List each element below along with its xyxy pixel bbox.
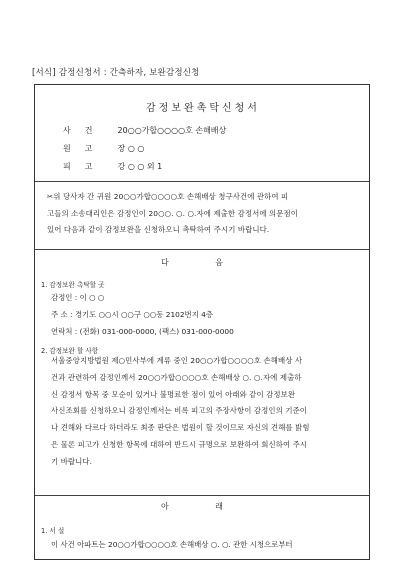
section-ah-rae: 아 래: [161, 502, 245, 511]
defendant-label: 피고: [63, 162, 107, 171]
section3-heading: 1. 서 설: [41, 527, 65, 535]
section2-line: 나 견해와 다르다 하더라도 최종 판단은 법원이 할 것이므로 자신의 견해를 밝힘: [51, 423, 310, 433]
section1-heading: 1. 감정보완 촉탁할 곳: [41, 281, 105, 289]
document-title: 감정보완촉탁신청서: [146, 103, 260, 114]
section2-line: 건과 관련하여 감정인께서 20○○가합○○○○호 손해배상 ○. ○.자에 제출하: [51, 372, 302, 382]
intro-line-1: 위 당사자 간 귀원 20○○가합○○○○호 손해배상 청구사건에 관하여 피: [53, 192, 289, 201]
case-label: 사건: [63, 126, 107, 135]
plaintiff-label: 원고: [63, 144, 107, 153]
divider: [35, 181, 369, 182]
intro-line-3: 있어 다음과 같이 감정보완을 신청하오니 촉탁하여 주시기 바랍니다.: [47, 225, 270, 234]
section2-paragraph: [51, 353, 310, 471]
section2-heading: 2. 감정보완 할 사항: [41, 347, 99, 355]
section-da-eum: 다 음: [161, 258, 245, 267]
section2-line: 서울중앙지방법원 제○민사부에 계류 중인 20○○가합○○○○호 손해배상 사: [51, 356, 303, 365]
plaintiff-value: 장 ○ ○: [117, 144, 145, 153]
intro-paragraph: [47, 189, 298, 239]
contact-line: 연락처 : (전화) 031-000-0000, (팩스) 031-000-0000: [51, 327, 234, 336]
section3-line: 이 사건 아파트는 20○○가합○○○○호 손해배상 ○. ○. 관한 시청으로부터: [51, 540, 293, 549]
document-box: [34, 84, 370, 560]
section2-line: 사신조회를 신청하오니 감정인께서는 비록 피고의 주장사항이 감정인의 기준이: [51, 406, 308, 416]
case-value: 20○○가합○○○○호 손해배상: [117, 126, 227, 135]
section2-line: 은 물론 피고가 신청한 항목에 대하여 반드시 규명으로 보완하여 회신하여 주시: [51, 439, 308, 449]
defendant-value: 강 ○ ○ 외 1: [117, 162, 163, 171]
scissors-icon: ✂: [47, 192, 54, 201]
section2-line: 신 감정서 항목 중 모순이 있거나 불명료한 점이 있어 아래와 같이 감정보완: [51, 389, 296, 399]
intro-line-2: 고들의 소송대리인은 감정인이 20○○. ○. ○.자에 제출한 감정서에 의문점이: [47, 208, 298, 218]
divider: [35, 495, 369, 496]
case-row-defendant: [63, 161, 162, 172]
appraiser-line: 감정인 : 이 ○ ○: [51, 293, 105, 302]
address-line: 주 소 : 경기도 ○○시 ○○구 ○○동 2102번지 4층: [51, 310, 214, 319]
form-header: [서식] 감정신청서 : 간측하자, 보완감정신청: [32, 68, 200, 78]
divider: [35, 249, 369, 250]
case-row-sageon: [63, 125, 226, 136]
case-row-plaintiff: [63, 143, 144, 154]
section2-line: 기 바랍니다.: [51, 456, 93, 466]
